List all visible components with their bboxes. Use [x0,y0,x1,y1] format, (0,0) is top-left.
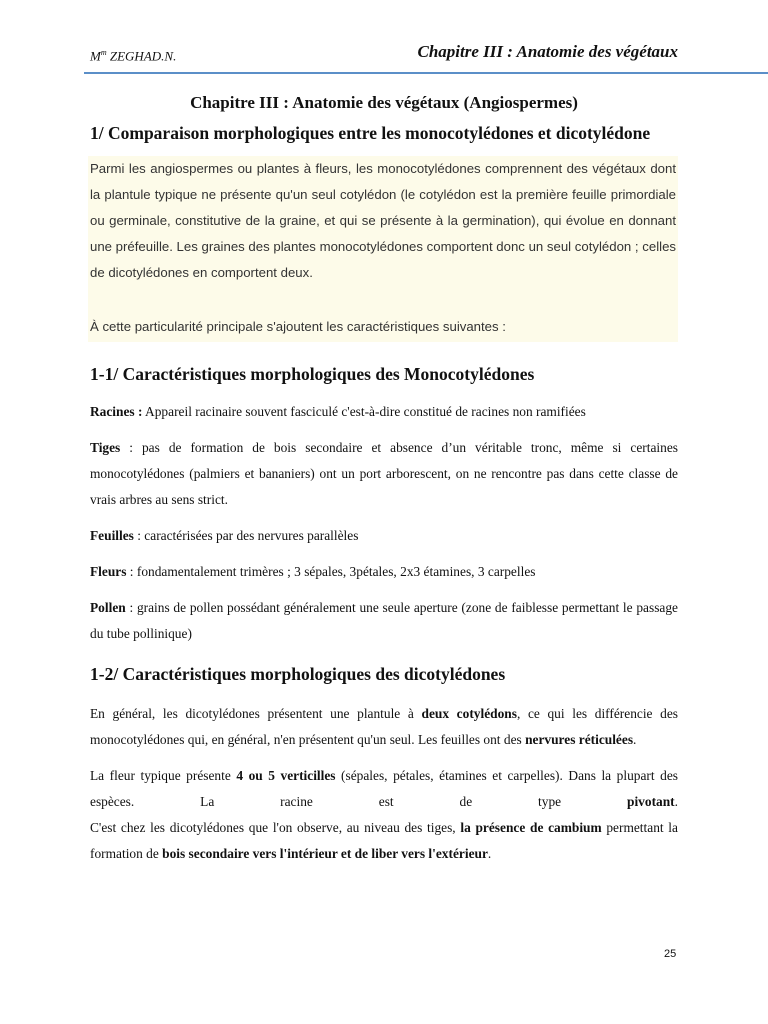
page-header [90,38,678,66]
page-content [90,92,678,867]
tiges-paragraph: Tiges : pas de formation de bois secondaire et absence d’un véritable tronc, même si certaines monocotylédones (palmiers et bananiers) ont un port arborescent, on ne rencontre pas dans cette classe de vrais arbres au sens strict. [90,440,678,507]
intro-paragraph: Parmi les angiospermes ou plantes à fleurs, les monocotylédones comprennent des végétaux dont la plantule typique ne présente qu'un seul cotylédon (le cotylédon est la première feuille primordiale ou germinale, constitutive de la graine, et qui se présente à la germination), qui évolue en donnant une préfeuille. Les graines des plantes monocotylédones comportent donc un seul cotylédon ; celles de dicotylédones en comportent deux. [90,161,676,280]
pollen-label: Pollen [90,600,126,615]
feuilles-paragraph: Feuilles : caractérisées par des nervures parallèles [90,528,359,543]
author: $M^m$ ZEGHAD.N. [90,48,177,64]
fleurs-label: Fleurs [90,564,127,579]
document-title: Chapitre III : Anatomie des végétaux (Angiospermes) [190,93,578,112]
header-divider [84,72,768,74]
section-1-1-heading: 1-1/ Caractéristiques morphologiques des Monocotylédones [90,364,535,384]
pollen-paragraph: Pollen : grains de pollen possédant généralement une seule aperture (zone de faiblesse permettant le passage du tube pollinique) [90,600,678,641]
dicot-paragraph-1: En général, les dicotylédones présentent une plantule à deux cotylédons, ce qui les différencie des monocotylédones qui, en général, n'en présentent qu'un seul. Les feuilles ont des nervures réticulées. [90,706,679,747]
feuilles-label: Feuilles [90,528,134,543]
section-1-heading: 1/ Comparaison morphologiques entre les monocotylédones et dicotylédone [90,123,651,143]
intro-paragraph-2: À cette particularité principale s'ajoutent les caractéristiques suivantes : [90,319,506,334]
fleurs-paragraph: Fleurs : fondamentalement trimères ; 3 sépales, 3pétales, 2x3 étamines, 3 carpelles [90,564,536,579]
dicot-paragraph-3: C'est chez les dicotylédones que l'on observe, au niveau des tiges, la présence de cambium permettant la formation de bois secondaire vers l'intérieur et de liber vers l'extérieur. [90,820,678,861]
dicot-paragraph-2: La fleur typique présente 4 ou 5 verticilles (sépales, pétales, étamines et carpelles). Dans la plupart des espèces. La racine est de type pivotant. [90,768,678,809]
page-number: 25 [664,948,677,960]
tiges-label: Tiges [90,440,121,455]
racines-label: Racines : [90,404,143,419]
header-chapter-title: Chapitre III : Anatomie des végétaux [417,42,678,61]
section-1-2-heading: 1-2/ Caractéristiques morphologiques des dicotylédones [90,664,506,684]
intro-highlight-box [88,156,678,342]
racines-paragraph: Racines : Appareil racinaire souvent fasciculé c'est-à-dire constitué de racines non ramifiées [90,404,586,419]
